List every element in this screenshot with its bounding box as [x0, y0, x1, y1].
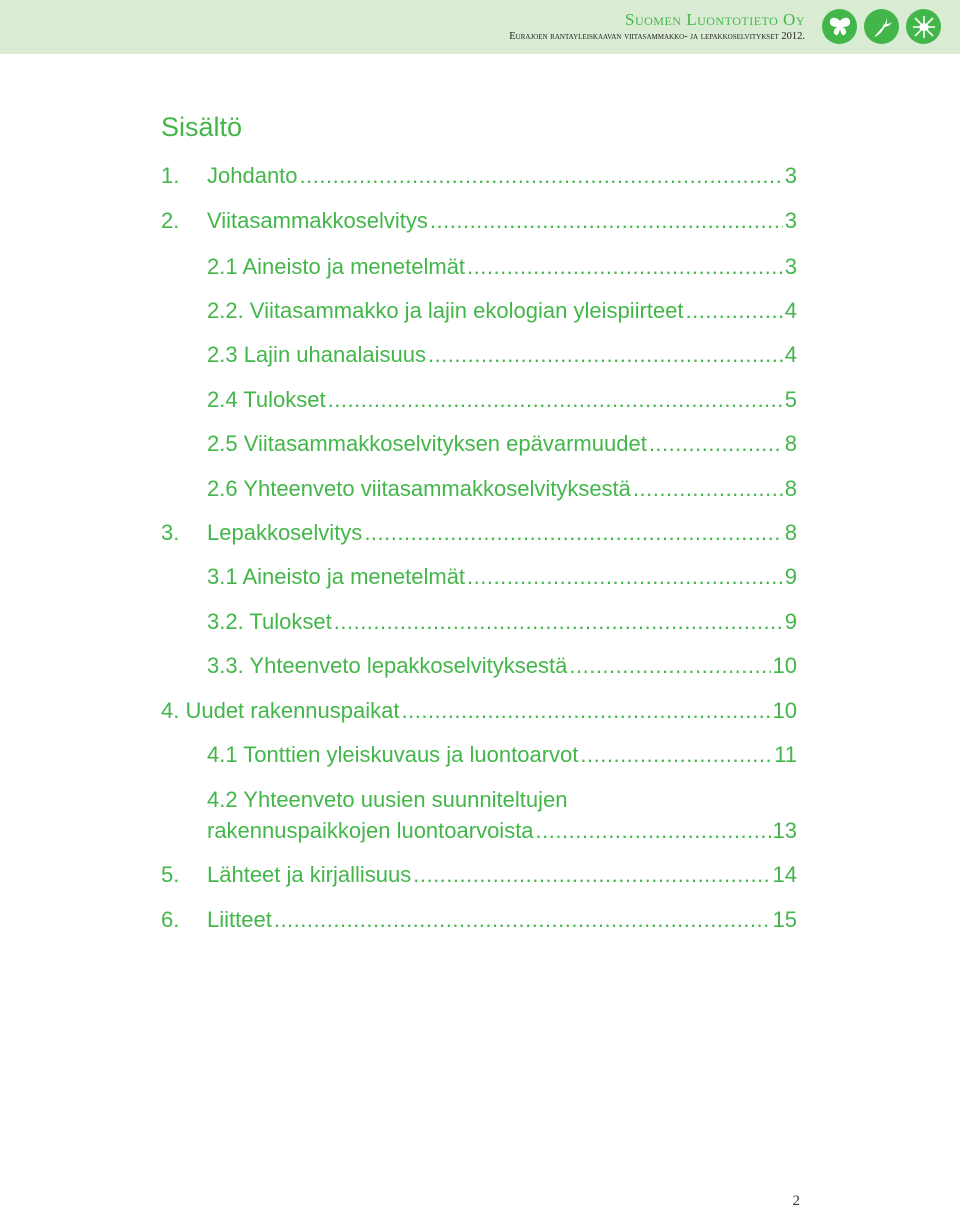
toc-title: Sisältö — [161, 112, 243, 142]
toc-leader-dots — [467, 564, 783, 590]
toc-entry-page: 4 — [784, 342, 797, 367]
toc-leader-dots — [334, 609, 783, 635]
toc-leader-dots — [364, 520, 782, 546]
toc-entry[interactable] — [161, 208, 797, 234]
toc-leader-dots — [536, 818, 771, 844]
toc-leader-dots — [413, 862, 770, 888]
toc-entry-page: 3 — [784, 163, 797, 188]
toc-entry[interactable] — [207, 818, 797, 844]
toc-leader-dots — [649, 431, 783, 457]
toc-entry-number: 2. — [161, 208, 180, 233]
toc-entry[interactable] — [207, 298, 797, 324]
toc-entry-page: 9 — [784, 609, 797, 634]
toc-entry-label: 2.1 Aineisto ja menetelmät — [207, 254, 466, 279]
document-subtitle: Eurajoen rantayleiskaavan viitasammakko- ja lepakkoselvitykset 2012. — [509, 31, 805, 42]
toc-leader-dots — [300, 163, 783, 189]
toc-entry-label: 2.4 Tulokset — [207, 387, 326, 412]
toc-entry-page: 3 — [784, 254, 797, 279]
toc-leader-dots — [402, 698, 771, 724]
toc-entry-page: 15 — [772, 907, 797, 932]
toc-leader-dots — [633, 476, 783, 502]
toc-entry-page: 5 — [784, 387, 797, 412]
toc-entry-page: 10 — [772, 653, 797, 678]
toc-entry[interactable] — [207, 564, 797, 590]
toc-leader-dots — [569, 653, 770, 679]
toc-entry-number: 5. — [161, 862, 180, 887]
toc-entry-label: Viitasammakkoselvitys — [207, 208, 428, 233]
toc-entry-number: 3. — [161, 520, 180, 545]
page-header — [0, 0, 960, 54]
toc-entry-label: Liitteet — [207, 907, 272, 932]
toc-entry-label: 2.6 Yhteenveto viitasammakkoselvityksestä — [207, 476, 631, 501]
toc-entry[interactable] — [207, 609, 797, 635]
toc-entry[interactable] — [161, 907, 797, 933]
toc-entry-label: 4. Uudet rakennuspaikat — [161, 698, 400, 723]
toc-entry[interactable] — [207, 476, 797, 502]
toc-entry-label: 2.5 Viitasammakkoselvityksen epävarmuudet — [207, 431, 647, 456]
toc-entry-label: Lähteet ja kirjallisuus — [207, 862, 412, 887]
toc-entry-label: 2.3 Lajin uhanalaisuus — [207, 342, 426, 367]
bird-icon — [864, 9, 899, 44]
toc-entry-label: rakennuspaikkojen luontoarvoista — [207, 818, 534, 843]
toc-leader-dots — [430, 208, 783, 234]
toc-entry-page: 8 — [784, 431, 797, 456]
toc-entry-page: 8 — [784, 520, 797, 545]
toc-entry-number: 6. — [161, 907, 180, 932]
toc-entry-label: Lepakkoselvitys — [207, 520, 363, 545]
toc-entry[interactable] — [207, 387, 797, 413]
toc-entry[interactable] — [207, 342, 797, 368]
toc-entry-label: 3.1 Aineisto ja menetelmät — [207, 564, 466, 589]
toc-entry[interactable] — [207, 431, 797, 457]
toc-entry-page: 14 — [772, 862, 797, 887]
toc-entry[interactable] — [207, 653, 797, 679]
toc-entry[interactable] — [161, 862, 797, 888]
toc-entry-label: 3.3. Yhteenveto lepakkoselvityksestä — [207, 653, 568, 678]
toc-entry-wrapped-first-line[interactable]: 4.2 Yhteenveto uusien suunniteltujen — [207, 787, 568, 812]
toc-leader-dots — [274, 907, 771, 933]
company-name: Suomen Luontotieto Oy — [625, 10, 805, 29]
toc-leader-dots — [467, 254, 783, 280]
toc-entry-label: 4.1 Tonttien yleiskuvaus ja luontoarvot — [207, 742, 579, 767]
toc-entry[interactable] — [161, 698, 797, 724]
toc-entry-page: 10 — [772, 698, 797, 723]
toc-entry-page: 13 — [772, 818, 797, 843]
toc-entry-label: 3.2. Tulokset — [207, 609, 332, 634]
toc-entry[interactable] — [161, 520, 797, 546]
toc-entry-page: 11 — [774, 742, 797, 767]
page-number: 2 — [792, 1193, 800, 1209]
toc-entry-label: 2.2. Viitasammakko ja lajin ekologian yleispiirteet — [207, 298, 684, 323]
toc-entry[interactable] — [207, 742, 797, 768]
toc-leader-dots — [686, 298, 783, 324]
insect-icon — [906, 9, 941, 44]
toc-leader-dots — [328, 387, 783, 413]
toc-entry-number: 1. — [161, 163, 180, 188]
toc-entry[interactable] — [207, 254, 797, 280]
toc-entry-page: 9 — [784, 564, 797, 589]
butterfly-icon — [822, 9, 857, 44]
toc-entry-page: 3 — [784, 208, 797, 233]
toc-entry-label: Johdanto — [207, 163, 298, 188]
toc-entry-page: 4 — [784, 298, 797, 323]
toc-leader-dots — [428, 342, 783, 368]
toc-entry-page: 8 — [784, 476, 797, 501]
toc-entry[interactable] — [161, 163, 797, 189]
toc-leader-dots — [580, 742, 772, 768]
